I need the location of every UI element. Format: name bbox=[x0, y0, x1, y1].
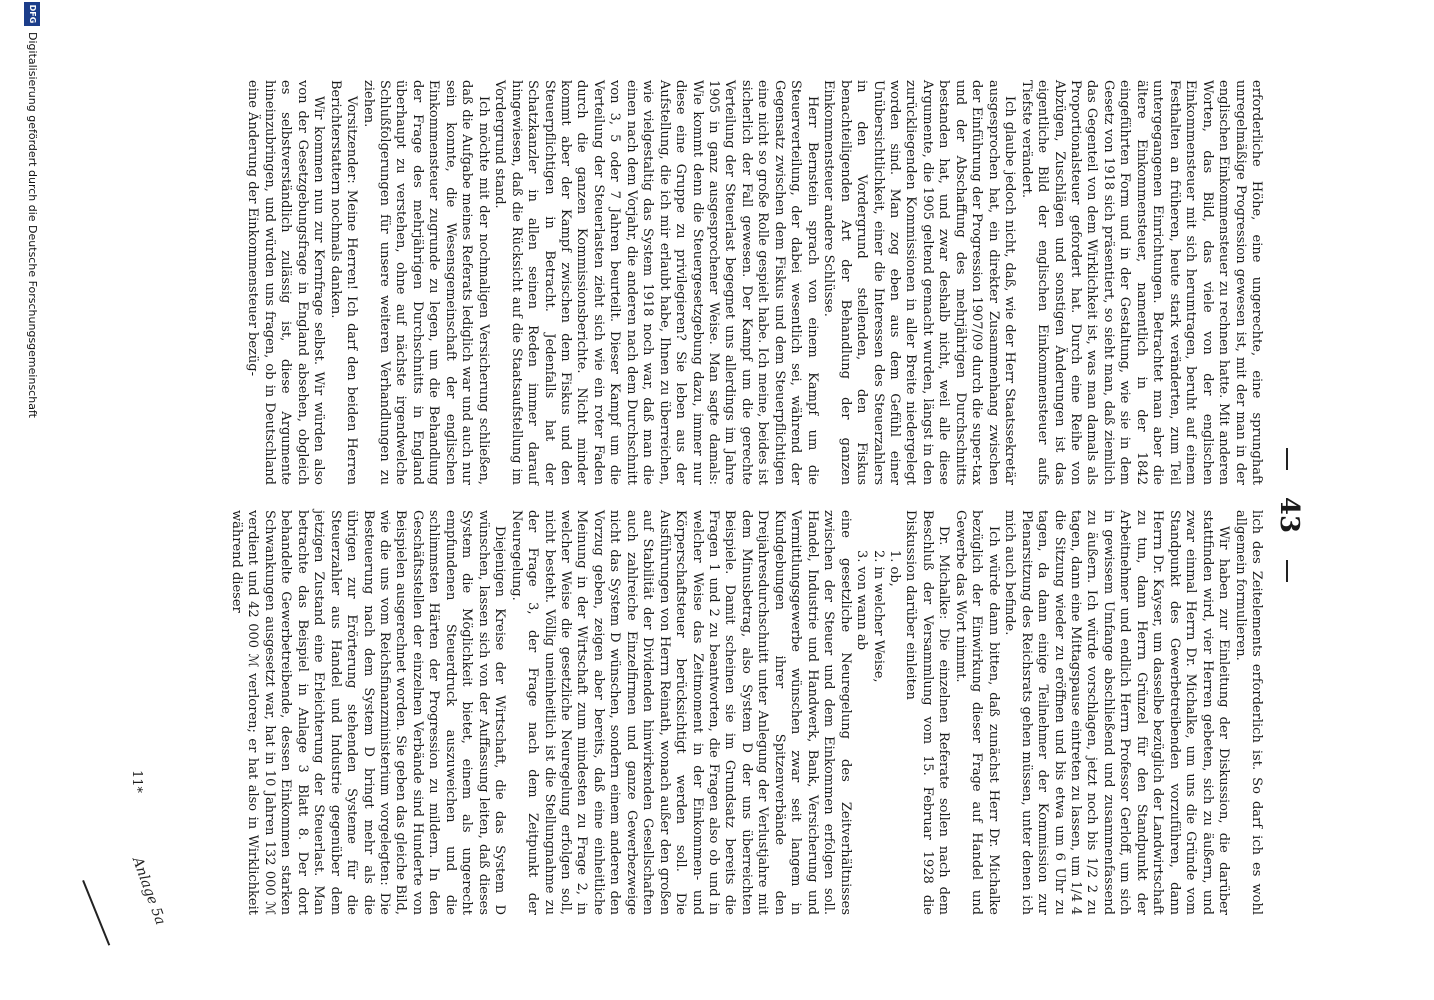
paragraph: Ich glaube jedoch nicht, daß, wie der Herr Staatssekretär ausgesprochen hat, ein direkter Zusammenhang zwischen der Einführung der Progression 1907/09 durch die super-tax und der Abschaffung des mehrjährigen Durchschnitts bestanden hat, und zwar deshalb nicht, weil alle diese Argumente, die 1905 geltend gemacht wurden, längst in den zurückliegenden Kommissionen in aller Breite niedergelegt worden sind. Man zog eben aus dem Gefühl einer Unübersichtlichkeit, einer die Interessen des Steuerzahlers in den Vordergrund stellenden, den Fiskus benachteiligenden Art der Behandlung der ganzen Einkommensteuer andere Schlüsse. bbox=[821, 80, 1018, 485]
dfg-logo: DFG bbox=[24, 2, 40, 26]
list-item: 1. ob, bbox=[887, 550, 903, 587]
header-dash-left bbox=[1286, 448, 1288, 470]
annex-stamp: Anlage 5a bbox=[128, 855, 169, 928]
list-item: 3. von wann ab bbox=[854, 550, 870, 651]
paragraph: Wir kommen nun zur Kernfrage selbst. Wir würden also von der Gesetzgebungsfrage in England absehen, obgleich es selbstverständlich zulässig ist, diese Argumente hineinzubringen, und würden uns fragen, ob in Deutschland eine Änderung der Einkommensteuer bezüg- bbox=[245, 80, 327, 485]
paragraph: eine gesetzliche Neuregelung des Zeitverhältnisses zwischen der Steuer und dem Einkommen erfolgen soll. Handel, Industrie und Handwerk, Bank, Versicherung und Vermittlungsgewerbe wünschen zwar seit langem in Kundgebungen ihrer Spitzenverbände den Dreijahresdurchschnitt unter Anlegung der Verlustjahre mit dem Minusbetrag, also System D der uns überreichten Beispiele. Damit scheinen sie im Grundsatz bereits die Fragen 1 und 2 zu beantworten, die Fragen also ob und in welcher Weise das Zeitmoment in der Einkommen- und Körperschaftsteuer berücksichtigt werden soll. Die Ausführungen von Herrn Reinath, wonach außer den großen auf Stabilität der Dividenden hinwirkenden Gesellschaften auch zahlreiche Einzelfirmen und ganze Gewerbezweige nicht das System D wünschen, sondern einem anderen den Vorzug geben, zeigen aber bereits, daß eine einheitliche Meinung in der Wirtschaft zum mindesten zu Frage 2, in welcher Weise die gesetzliche Neuregelung erfolgen soll, nicht besteht. Völlig uneinheitlich ist die Stellungnahme zu der Frage 3, der Frage nach dem Zeitpunkt der Neuregelung. bbox=[508, 510, 853, 915]
paragraph: Vorsitzender: Meine Herren! Ich darf den beiden Herren Berichterstattern nochmals danken. bbox=[327, 80, 360, 485]
paragraph: erforderliche Höhe, eine ungerechte, eine sprunghaft unregelmäßige Progression gewesen ist, mit der man in der englischen Einkommensteuer zu rechnen hatte. Mit anderen Worten, das Bild, das viele von der englischen Einkommensteuer mit sich herumtragen, beruht auf einem Festhalten an früheren, heute stark veränderten, zum Teil untergegangenen Einrichtungen. Betrachtet man aber die ältere Einkommensteuer, namentlich in der 1842 eingeführten Form und in der Gestaltung, wie sie in dem Gesetz von 1918 sich präsentiert, so sieht man, daß ziemlich das Gegenteil von dem Wirklichkeit ist, was man damals als Proportionalsteuer gefordert hat. Durch eine Reihe von Abzügen, Zuschlägen und sonstigen Änderungen ist das eigentliche Bild der englischen Einkommensteuer aufs Tiefste verändert. bbox=[1018, 80, 1264, 485]
stamp-underline bbox=[82, 880, 110, 946]
paragraph: Dr. Michalke: Die einzelnen Referate sollen nach dem Beschluß der Versammlung vom 15. Februar 1928 die Diskussion darüber einleiten bbox=[903, 510, 952, 915]
paragraph: Ich würde dann bitten, daß zunächst Herr Dr. Michalke bezüglich der Einwirkung dieser Frage auf Handel und Gewerbe das Wort nimmt. bbox=[952, 510, 1001, 915]
digitization-text: Digitalisierung gefördert durch die Deutsche Forschungsgemeinschaft bbox=[26, 32, 39, 418]
text-column-right bbox=[227, 510, 1264, 915]
paragraph: Diejenigen Kreise der Wirtschaft, die das System D wünschen, lassen sich von der Auffassung leiten, daß dieses System die Möglichkeit bietet, einem als ungerecht empfundenen Steuerdruck auszuweichen und die schlimmsten Härten der Progression zu mildern. In den Geschäftsstellen der einzelnen Verbände sind Hunderte von Beispielen ausgerechnet worden. Sie geben das gleiche Bild, wie die uns vom Reichsfinanzministerium vorgelegten: Die Besteuerung nach dem System D bringt mehr als die übrigen zur Erörterung stehenden Systeme für die Steuerzahler aus Handel und Industrie gegenüber dem jetzigen Zustand eine Erleichterung der Steuerlast. Man betrachte das Beispiel in Anlage 3 Blatt 8. Der dort behandelte Gewerbetreibende, dessen Einkommen starken Schwankungen ausgesetzt war, hat in 10 Jahren 132 000 ℳ verdient und 42 000 ℳ verloren; er hat also in Wirklichkeit während dieser bbox=[228, 510, 508, 915]
paragraph: Ich möchte mit der nochmaligen Versicherung schließen, daß die Aufgabe meines Referats lediglich war und auch nur sein konnte, die Wesensgemeinschaft der englischen Einkommensteuer zugrunde zu legen, um die Behandlung der Frage des mehrjährigen Durchschnitts in England überhaupt zu verstehen, ohne auf nächste irgendwelche Schlußfolgerungen für unsere weiteren Verhandlungen zu ziehen. bbox=[360, 80, 491, 485]
page-number: 43 bbox=[1274, 496, 1304, 534]
page-footer bbox=[114, 0, 144, 1000]
list-item: 2. in welcher Weise, bbox=[870, 550, 886, 683]
signature-mark: 11* bbox=[129, 770, 144, 794]
text-column-left bbox=[244, 80, 1264, 485]
header-dash-right bbox=[1286, 560, 1288, 582]
page-header bbox=[1264, 0, 1304, 1000]
paragraph: Wir haben zur Einleitung der Diskussion, die darüber stattfinden wird, vier Herren gebeten, sich zu äußern, und zwar einmal Herrn Dr. Michalke, um uns die Gründe vom Standpunkt des Gewerbetreibenden vorzuführen, dann Herrn Dr. Kayser, um dasselbe bezüglich der Landwirtschaft zu tun, dann Herrn Grünzel für den Standpunkt der Arbeitnehmer und endlich Herrn Professor Gerloff, um sich in gewissem Umfange abschließend und zusammenfassend zu äußern. Ich würde vorschlagen, jetzt noch bis 1/2 2 zu tagen, dann eine Mittagspause eintreten zu lassen, um 1/4 4 die Sitzung wieder zu eröffnen und bis etwa um 6 Uhr zu tagen, da dann einige Teilnehmer der Kommission zur Plenarsitzung des Reichsrats gehen müssen, unter denen ich mich auch befinde. bbox=[1002, 510, 1232, 915]
paragraph: lich des Zeitelements erforderlich ist. So darf ich es wohl allgemein formulieren. bbox=[1232, 510, 1264, 915]
paragraph: Herr Bernstein sprach von einem Kampf um die Steuerverteilung, der dabei wesentlich sei, während der Gegensatz zwischen dem Fiskus und dem Steuerpflichtigen eine nicht so große Rolle gespielt habe. Ich meine, beides ist sicherlich der Fall gewesen. Der Kampf um die gerechte Verteilung der Steuerlast begegnet uns allerdings im Jahre 1905 in ganz ausgesprochener Weise. Man sagte damals: Wie kommt denn die Steuergesetzgebung dazu, immer nur diese eine Gruppe zu privilegieren? Sie leben aus der Aufstellung, die ich mir erlaubt habe, Ihnen zu überreichen, wie vielgestaltig das System 1918 noch war, daß man die einen nach dem Vorjahr, die anderen nach dem Durchschnitt von 3, 5 oder 7 Jahren beurteilt. Dieser Kampf um die Verteilung der Steuerlasten zieht sich wie ein roter Faden durch die ganzen Kommissionsberichte. Nicht minder kommt aber der Kampf zwischen dem Fiskus und den Steuerpflichtigen in Betracht. Jedenfalls hat der Schatzkanzler in allen seinen Reden immer darauf hingewiesen, daß die Rücksicht auf die Staatsaufstellung im Vordergrund stand. bbox=[492, 80, 820, 485]
digitization-note bbox=[20, 0, 42, 1000]
